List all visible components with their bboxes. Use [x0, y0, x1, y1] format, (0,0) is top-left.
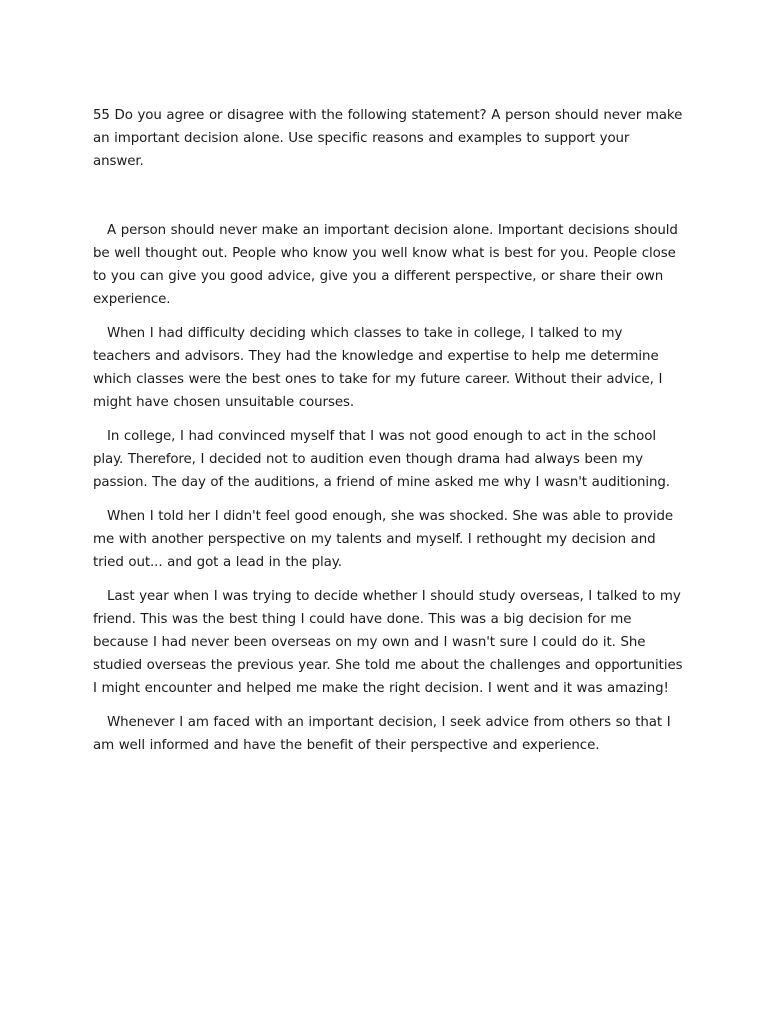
essay-paragraph: When I told her I didn't feel good enough, she was shocked. She was able to provide me with another perspective on my talents and myself. I rethought my decision and tried out... and got a lead in the play.	[93, 509, 674, 570]
document-page	[93, 104, 683, 768]
essay-paragraph: When I had difficulty deciding which classes to take in college, I talked to my teachers and advisors. They had the knowledge and expertise to help me determine which classes were the best ones to take for my future career. Without their advice, I might have chosen unsuitable courses.	[93, 326, 663, 410]
essay-prompt: 55 Do you agree or disagree with the following statement? A person should never make an important decision alone. Use specific reasons and examples to support your answer.	[93, 108, 683, 169]
essay-paragraph: A person should never make an important decision alone. Important decisions should be well thought out. People who know you well know what is best for you. People close to you can give you good advice, give you a different perspective, or share their own experience.	[93, 223, 678, 307]
essay-paragraph: Last year when I was trying to decide whether I should study overseas, I talked to my friend. This was the best thing I could have done. This was a big decision for me because I had never been overseas on my own and I wasn't sure I could do it. She studied overseas the previous year. She told me about the challenges and opportunities I might encounter and helped me make the right decision. I went and it was amazing!	[93, 589, 683, 696]
essay-paragraph: Whenever I am faced with an important decision, I seek advice from others so that I am well informed and have the benefit of their perspective and experience.	[93, 715, 671, 753]
essay-paragraph: In college, I had convinced myself that I was not good enough to act in the school play. Therefore, I decided not to audition even though drama had always been my passion. The day of the auditions, a friend of mine asked me why I wasn't auditioning.	[93, 429, 670, 490]
essay-body	[93, 219, 683, 757]
